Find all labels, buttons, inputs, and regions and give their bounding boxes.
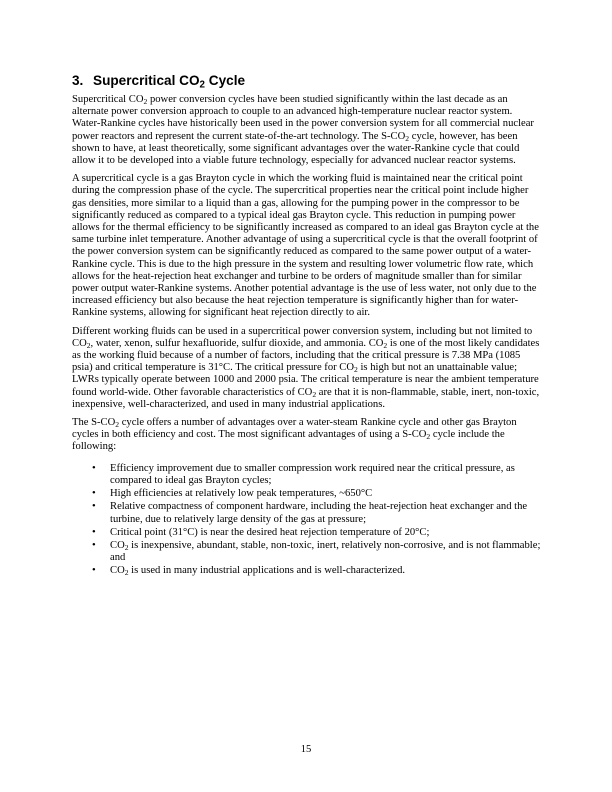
text-run: cycle include the following: <box>72 429 505 453</box>
subscript: 2 <box>354 365 358 375</box>
list-item <box>72 565 542 577</box>
list-item-text: High efficiencies at relatively low peak temperatures, ~650°C <box>110 488 373 500</box>
list-item-text: Critical point (31°C) is near the desired heat rejection temperature of 20°C; <box>110 526 430 538</box>
list-item-text: CO <box>110 539 125 551</box>
paragraph-advantages-intro <box>72 417 542 454</box>
bullet-icon: • <box>92 462 96 474</box>
list-item-text: Relative compactness of component hardware, including the heat-rejection heat exchanger and the turbine, due to relatively large density of the gas at pressure; <box>110 501 528 525</box>
subscript: 2 <box>405 133 410 143</box>
subscript: 2 <box>124 542 129 552</box>
text-run: power conversion cycles have been studied significantly within the last decade as an alternate power conversion approach to couple to an advanced high-temperature nuclear reactor system. Water-Rankine cycles have historically been used in the power conversion system for all commercial nuclear power reactors and represent the current state-of-the-art technology. The S-CO <box>72 94 534 142</box>
paragraph-intro <box>72 94 542 167</box>
bullet-icon: • <box>92 565 96 577</box>
subscript: 2 <box>86 340 91 350</box>
bullet-icon: • <box>92 539 96 551</box>
list-item <box>72 540 542 564</box>
subscript: 2 <box>383 340 388 350</box>
subscript: 2 <box>143 96 148 106</box>
document-page <box>72 73 542 579</box>
text-run: Different working fluids can be used in a supercritical power conversion system, including but not limited to CO <box>72 325 533 349</box>
text-run: , water, xenon, sulfur hexafluoride, sulfur dioxide, and ammonia. CO <box>90 337 384 349</box>
list-item <box>72 488 542 500</box>
bullet-icon: • <box>92 488 96 500</box>
text-run: is one of the most likely candidates as the working fluid because of a number of factors, including that the critical pressure is 7.38 MPa (1085 psia) and critical temperature is 31°C. The critical pressure for CO <box>72 337 540 374</box>
section-number: 3. <box>72 73 84 88</box>
text-run: Supercritical CO <box>72 94 144 105</box>
bullet-icon: • <box>92 501 96 513</box>
page-number: 15 <box>300 744 312 755</box>
text-run: is high but not an unattainable value; LWRs typically operate between 1000 and 2000 psia. The critical temperature is near the ambient temperature found world-wide. Other favorable characteristics of CO <box>72 362 539 398</box>
list-item <box>72 463 542 487</box>
section-heading <box>72 73 542 89</box>
text-run: cycle, however, has been shown to have, at least theoretically, some significant advantages over the water-Rankine cycle that could allow it to be developed into a viable future technology, especially for advanced nuclear reactor systems. <box>72 130 520 167</box>
subscript: 2 <box>124 568 129 578</box>
section-title-pre: Supercritical CO <box>93 73 200 88</box>
advantages-list <box>72 463 542 578</box>
subscript: 2 <box>426 432 431 442</box>
bullet-icon: • <box>92 526 96 538</box>
subscript: 2 <box>115 419 120 429</box>
subscript: 2 <box>312 389 317 399</box>
text-run: are that it is non-flammable, stable, inert, non-toxic, inexpensive, well-characterized, and used in many industrial applications. <box>72 386 540 410</box>
section-title-post: Cycle <box>204 73 246 88</box>
text-run: cycle offers a number of advantages over a water-steam Rankine cycle and other gas Brayton cycles in both efficiency and cost. The most significant advantages of using a S-CO <box>72 417 517 441</box>
list-item-text: CO <box>110 565 125 577</box>
list-item-text: Efficiency improvement due to smaller compression work required near the critical pressure, as compared to ideal gas Brayton cycles; <box>110 462 515 486</box>
list-item <box>72 527 542 539</box>
section-title-subscript: 2 <box>199 79 205 91</box>
list-item-text: is inexpensive, abundant, stable, non-toxic, inert, relatively non-corrosive, and is not flammable; and <box>110 539 541 564</box>
paragraph-supercritical-cycle: A supercritical cycle is a gas Brayton cycle in which the working fluid is maintained near the critical point during the compression phase of the cycle. The supercritical properties near the critical point include higher gas densities, more similar to a liquid than a gas, allowing for the pumping power in the compressor to be significantly reduced as compared to a typical ideal gas Brayton cycle. This reduction in pumping power allows for the thermal efficiency to be significantly increased as compared to an ideal gas Brayton cycle at the same turbine inlet temperature. Another advantage of using a supercritical cycle is that the overall footprint of the power conversion system can be significantly reduced as compared to the same power output of a water-Rankine cycle. This is due to the high pressure in the system and resulting lower volumetric flow rate, which allows for the heat-rejection heat exchanger and turbine to be orders of magnitude smaller than for similar power output water-Rankine systems. Another potential advantage is the use of less water, not only due to the increased efficiency but also because the heat rejection temperature is significantly higher than for water-Rankine systems, allowing for significant heat rejection directly to air. <box>72 173 539 319</box>
list-item-text: is used in many industrial applications and is well-characterized. <box>128 565 406 577</box>
paragraph-working-fluids <box>72 326 542 411</box>
text-run: The S-CO <box>72 417 116 429</box>
list-item <box>72 501 542 525</box>
